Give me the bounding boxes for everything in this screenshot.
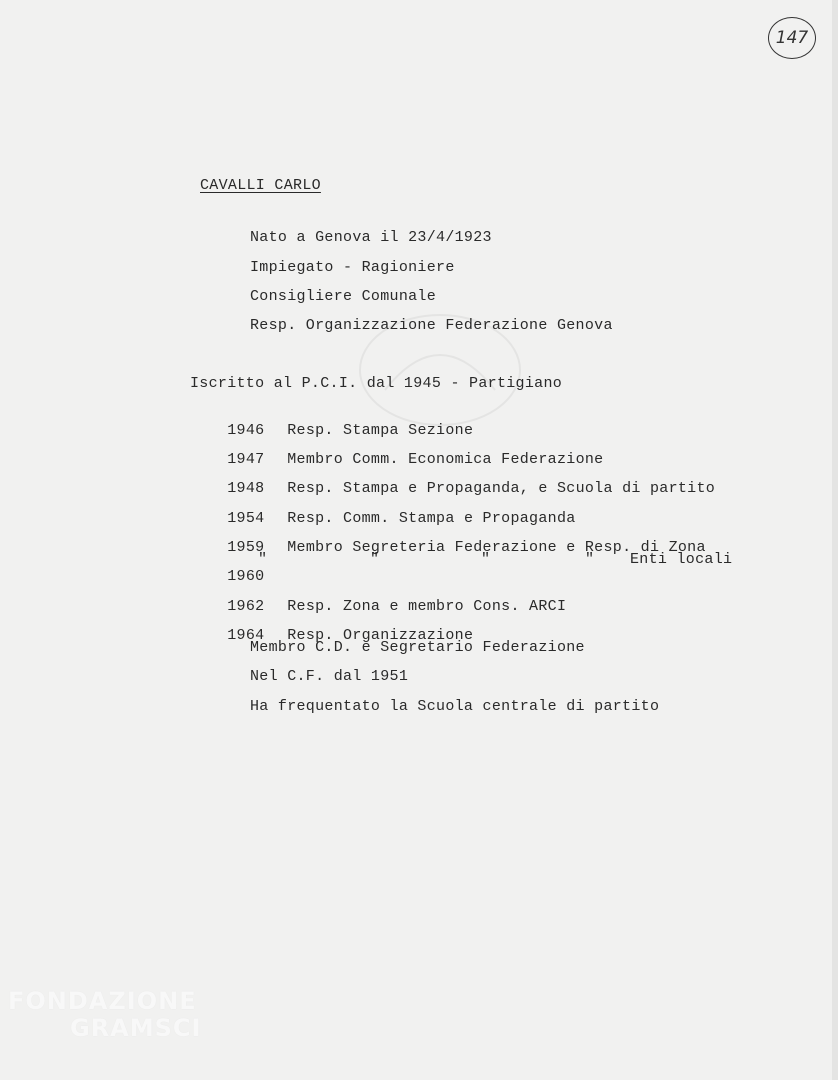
council-line: Consigliere Comunale xyxy=(250,288,437,305)
birth-line: Nato a Genova il 23/4/1923 xyxy=(250,229,492,246)
continuation-line: Membro C.D. e Segretario Federazione xyxy=(250,639,585,656)
timeline-text: Resp. Organizzazione xyxy=(287,627,474,644)
timeline-text: Resp. Comm. Stampa e Propaganda xyxy=(287,510,576,527)
timeline-text: Resp. Stampa Sezione xyxy=(287,422,474,439)
watermark-line: GRAMSCI xyxy=(70,1014,202,1042)
timeline-text-suffix: Enti locali xyxy=(630,551,733,568)
timeline-text: Membro Comm. Economica Federazione xyxy=(287,451,604,468)
page-number-stamp xyxy=(768,17,816,59)
page-number: 147 xyxy=(775,28,809,48)
occupation-line: Impiegato - Ragioniere xyxy=(250,259,455,276)
timeline-text: Resp. Zona e membro Cons. ARCI xyxy=(287,598,567,615)
timeline-year: 1946 xyxy=(227,422,265,439)
timeline-year: 1964 xyxy=(227,627,265,644)
membership-line: Iscritto al P.C.I. dal 1945 - Partigiano xyxy=(190,375,563,392)
timeline-year: 1962 xyxy=(227,598,265,615)
ditto-mark: " xyxy=(258,551,268,568)
ditto-mark: " xyxy=(481,551,491,568)
continuation-line: Ha frequentato la Scuola centrale di partito xyxy=(250,698,660,715)
person-name-heading: CAVALLI CARLO xyxy=(200,177,321,194)
timeline-text: Membro Segreteria Federazione e Resp. di Zona xyxy=(287,539,706,556)
organization-line: Resp. Organizzazione Federazione Genova xyxy=(250,317,613,334)
timeline-year: 1948 xyxy=(227,480,265,497)
watermark-line: FONDAZIONE xyxy=(8,987,197,1015)
timeline-year: 1954 xyxy=(227,510,265,527)
ditto-mark: " xyxy=(370,551,380,568)
timeline-year: 1960 xyxy=(227,568,265,585)
timeline-year: 1959 xyxy=(227,539,265,556)
timeline-year: 1947 xyxy=(227,451,265,468)
ditto-mark: " xyxy=(585,551,595,568)
timeline-text: Resp. Stampa e Propaganda, e Scuola di partito xyxy=(287,480,716,497)
fondazione-gramsci-watermark xyxy=(8,988,201,1042)
continuation-line: Nel C.F. dal 1951 xyxy=(250,668,409,685)
